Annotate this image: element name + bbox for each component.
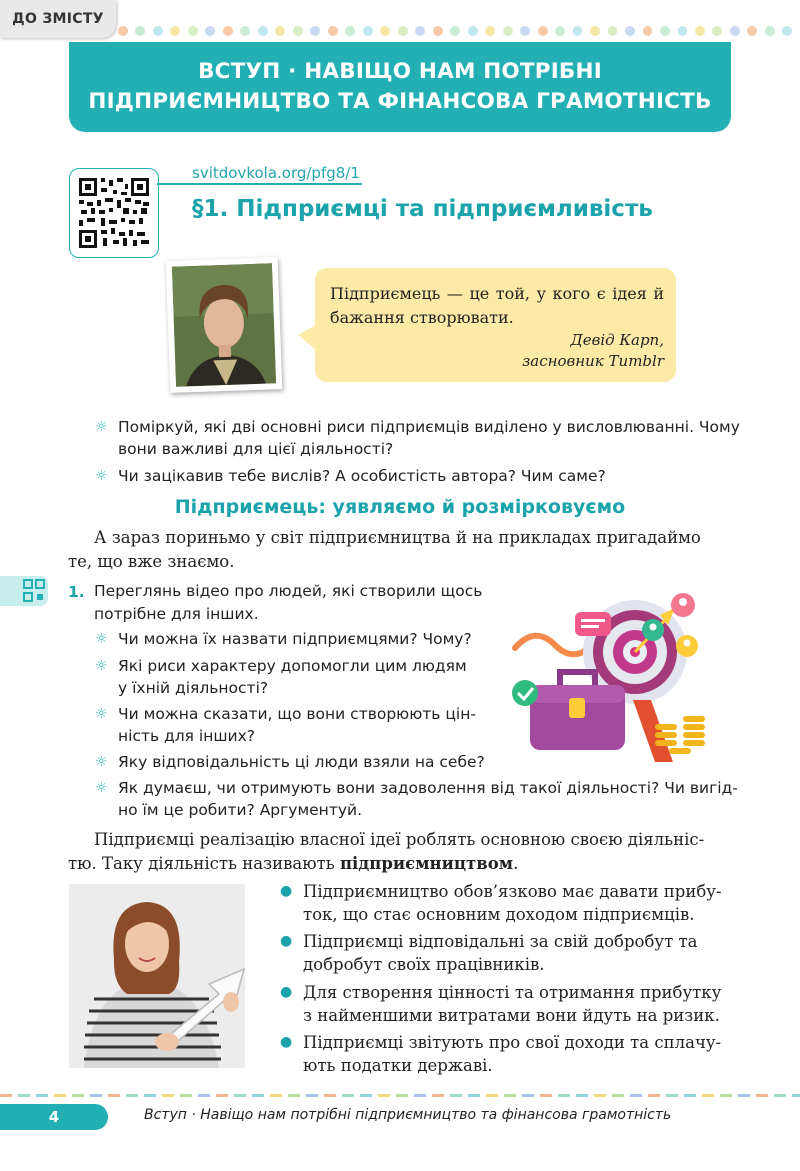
footer-dash — [216, 1094, 228, 1097]
reflect-question-1-line-1: Поміркуй, які дві основні риси підприємців виділено у висловлюванні. Чому — [118, 418, 740, 436]
footer-dash — [162, 1094, 174, 1097]
decorative-dot — [275, 26, 285, 36]
decorative-dot — [450, 26, 460, 36]
fact-2-line-2: добробут своїх працівників. — [303, 955, 545, 974]
footer-dash — [72, 1094, 84, 1097]
decorative-dot — [310, 26, 320, 36]
footer-dash — [702, 1094, 714, 1097]
footer-title: Вступ · Навіщо нам потрібні підприємництво та фінансова грамотність — [144, 1107, 672, 1123]
footer-dash — [414, 1094, 426, 1097]
footer-dash — [18, 1094, 30, 1097]
fact-item-3 — [280, 981, 732, 1027]
definition-prefix: тю. Таку діяльність називають — [68, 854, 340, 873]
footer-dash — [432, 1094, 444, 1097]
definition-suffix: . — [513, 854, 519, 873]
footer-dash — [0, 1094, 12, 1097]
footer-dash — [558, 1094, 570, 1097]
sun-icon: ☼ — [95, 419, 108, 435]
footer-dash — [144, 1094, 156, 1097]
woman-arrow-photo — [69, 884, 245, 1068]
task-1-line-2: потрібне для інших. — [94, 605, 259, 623]
decorative-dot — [538, 26, 548, 36]
task-question-3-text — [118, 703, 476, 747]
decorative-dot — [608, 26, 618, 36]
footer-dash — [720, 1094, 732, 1097]
quote-author-name: Девід Карп, — [570, 331, 664, 349]
sun-icon: ☼ — [95, 754, 108, 770]
fact-item-1 — [280, 880, 732, 926]
sun-icon: ☼ — [95, 631, 108, 647]
fact-item-4 — [280, 1031, 732, 1077]
footer-dash — [36, 1094, 48, 1097]
footer-dash — [792, 1094, 800, 1097]
footer-dash — [180, 1094, 192, 1097]
footer-dash — [684, 1094, 696, 1097]
footer-dash — [396, 1094, 408, 1097]
footer-dash — [252, 1094, 264, 1097]
task-question-3-line-1: Чи можна сказати, що вони створюють цін- — [118, 705, 476, 723]
decorative-dot — [433, 26, 443, 36]
toc-button[interactable] — [0, 0, 116, 38]
decorative-dot — [678, 26, 688, 36]
decorative-dot — [293, 26, 303, 36]
footer-dash — [378, 1094, 390, 1097]
fact-1-line-1: Підприємництво обов’язково має давати прибу- — [303, 882, 722, 901]
decorative-dot — [590, 26, 600, 36]
footer-dash — [108, 1094, 120, 1097]
decorative-dot — [205, 26, 215, 36]
task-question-3 — [95, 703, 495, 747]
task-question-4-text: Яку відповідальність ці люди взяли на себе? — [118, 753, 485, 771]
quote-author-role: засновник Tumblr — [522, 352, 664, 370]
decorative-dot — [223, 26, 233, 36]
footer-dash — [306, 1094, 318, 1097]
fact-2-text — [303, 930, 732, 976]
fact-item-2 — [280, 930, 732, 976]
decorative-dot — [345, 26, 355, 36]
footer-dash — [648, 1094, 660, 1097]
author-portrait — [166, 257, 283, 393]
task-question-2-line-1: Які риси характеру допомогли цим людям — [118, 657, 467, 675]
decorative-dot — [468, 26, 478, 36]
reflect-question-1-line-2: вони важливі для цієї діяльності? — [118, 440, 394, 458]
decorative-dot — [380, 26, 390, 36]
decorative-dot — [765, 26, 775, 36]
task-question-2-line-2: у їхній діяльності? — [118, 679, 269, 697]
decorative-dots — [118, 26, 800, 40]
decorative-dot — [625, 26, 635, 36]
decorative-dot — [170, 26, 180, 36]
task-question-5-line-2: но їм це робити? Аргументуй. — [118, 801, 363, 819]
quote-author — [420, 330, 664, 372]
intro-paragraph-line-2: те, що вже знаємо. — [68, 552, 235, 571]
bullet-dot: ● — [280, 883, 293, 899]
fact-4-line-2: ють податки державі. — [303, 1056, 493, 1075]
footer-dash — [612, 1094, 624, 1097]
footer-dashed-line — [0, 1094, 800, 1097]
footer-dash — [288, 1094, 300, 1097]
decorative-dot — [503, 26, 513, 36]
footer-dash — [738, 1094, 750, 1097]
decorative-dot — [415, 26, 425, 36]
decorative-dot — [573, 26, 583, 36]
banner-line-2: ПІДПРИЄМНИЦТВО ТА ФІНАНСОВА ГРАМОТНІСТЬ — [88, 89, 712, 114]
decorative-dot — [153, 26, 163, 36]
footer-dash — [342, 1094, 354, 1097]
decorative-dot — [782, 26, 792, 36]
footer-dash — [630, 1094, 642, 1097]
qr-code-icon — [79, 178, 149, 248]
decorative-dot — [135, 26, 145, 36]
qr-video-icon[interactable] — [0, 576, 48, 606]
task-question-3-line-2: ність для інших? — [118, 727, 256, 745]
footer-dash — [756, 1094, 768, 1097]
footer-dash — [666, 1094, 678, 1097]
footer-dash — [594, 1094, 606, 1097]
fact-3-line-1: Для створення цінності та отримання прибутку — [303, 983, 722, 1002]
section-title: §1. Підприємці та підприємливість — [192, 196, 653, 222]
footer-dash — [774, 1094, 786, 1097]
decorative-dot — [695, 26, 705, 36]
sun-icon: ☼ — [95, 706, 108, 722]
task-1-line-1: Переглянь відео про людей, які створили щось — [94, 582, 483, 600]
intro-paragraph-line-1: А зараз пориньмо у світ підприємництва й на прикладах пригадаймо — [94, 528, 701, 547]
definition-line-2 — [68, 852, 732, 876]
fact-3-text — [303, 981, 732, 1027]
footer-dash — [234, 1094, 246, 1097]
task-question-5-text — [118, 777, 738, 821]
decorative-dot — [660, 26, 670, 36]
footer-dash — [324, 1094, 336, 1097]
page-number: 4 — [0, 1104, 108, 1130]
task-question-1 — [95, 628, 495, 650]
decorative-dot — [712, 26, 722, 36]
footer-dash — [540, 1094, 552, 1097]
fact-3-line-2: з найменшими витратами вони йдуть на ризик. — [303, 1006, 720, 1025]
footer-dash — [126, 1094, 138, 1097]
definition-line-1: Підприємці реалізацію власної ідеї роблять основною своєю діяльніс- — [94, 830, 705, 849]
sun-icon: ☼ — [95, 780, 108, 796]
task-question-5 — [95, 777, 745, 821]
decorative-dot — [643, 26, 653, 36]
task-question-4 — [95, 751, 495, 773]
reflect-question-1 — [95, 416, 755, 460]
decorative-dot — [485, 26, 495, 36]
footer-dash — [198, 1094, 210, 1097]
reflect-question-2-text: Чи зацікавив тебе вислів? А особистість автора? Чим саме? — [118, 467, 606, 485]
business-target-illustration — [505, 590, 720, 765]
reflect-question-1-text — [118, 416, 740, 460]
footer-dash — [468, 1094, 480, 1097]
decorative-dot — [730, 26, 740, 36]
footer-dash — [576, 1094, 588, 1097]
fact-1-line-2: ток, що стає основним доходом підприємців. — [303, 905, 695, 924]
footer-dash — [486, 1094, 498, 1097]
footer-dash — [450, 1094, 462, 1097]
fact-4-line-1: Підприємці звітують про свої доходи та сплачу- — [303, 1033, 722, 1052]
footer-dash — [504, 1094, 516, 1097]
decorative-dot — [398, 26, 408, 36]
fact-1-text — [303, 880, 732, 926]
task-question-1-text: Чи можна їх назвати підприємцями? Чому? — [118, 630, 472, 648]
bullet-dot: ● — [280, 1034, 293, 1050]
footer-dash — [522, 1094, 534, 1097]
footer-dash — [54, 1094, 66, 1097]
decorative-dot — [520, 26, 530, 36]
reflect-question-2 — [95, 465, 755, 487]
task-1-text — [94, 580, 494, 626]
sun-icon: ☼ — [95, 658, 108, 674]
decorative-dot — [240, 26, 250, 36]
fact-4-text — [303, 1031, 732, 1077]
chapter-banner — [69, 42, 731, 132]
banner-line-1: ВСТУП · НАВІЩО НАМ ПОТРІБНІ — [198, 59, 602, 84]
footer-dash — [360, 1094, 372, 1097]
fact-2-line-1: Підприємці відповідальні за свій добробут та — [303, 932, 698, 951]
decorative-dot — [188, 26, 198, 36]
decorative-dot — [118, 26, 128, 36]
resource-link[interactable]: svitdovkola.org/pfg8/1 — [192, 164, 360, 182]
task-number: 1. — [68, 583, 85, 601]
definition-term: підприємництвом — [339, 854, 514, 873]
toc-label: ДО ЗМІСТУ — [12, 11, 104, 27]
bullet-dot: ● — [280, 933, 293, 949]
quote-text: Підприємець — це той, у кого є ідея й бажання створювати. — [330, 284, 664, 327]
bullet-dot: ● — [280, 984, 293, 1000]
decorative-dot — [363, 26, 373, 36]
task-question-2 — [95, 655, 495, 699]
sun-icon: ☼ — [95, 468, 108, 484]
qr-code[interactable] — [69, 168, 159, 258]
footer-dash — [270, 1094, 282, 1097]
footer-dash — [90, 1094, 102, 1097]
qr-connector-line — [157, 183, 362, 185]
decorative-dot — [328, 26, 338, 36]
task-question-5-line-1: Як думаєш, чи отримують вони задоволення від такої діяльності? Чи вигід- — [118, 779, 738, 797]
decorative-dot — [747, 26, 757, 36]
task-question-2-text — [118, 655, 467, 699]
decorative-dot — [258, 26, 268, 36]
subheading: Підприємець: уявляємо й розмірковуємо — [174, 496, 626, 518]
decorative-dot — [555, 26, 565, 36]
